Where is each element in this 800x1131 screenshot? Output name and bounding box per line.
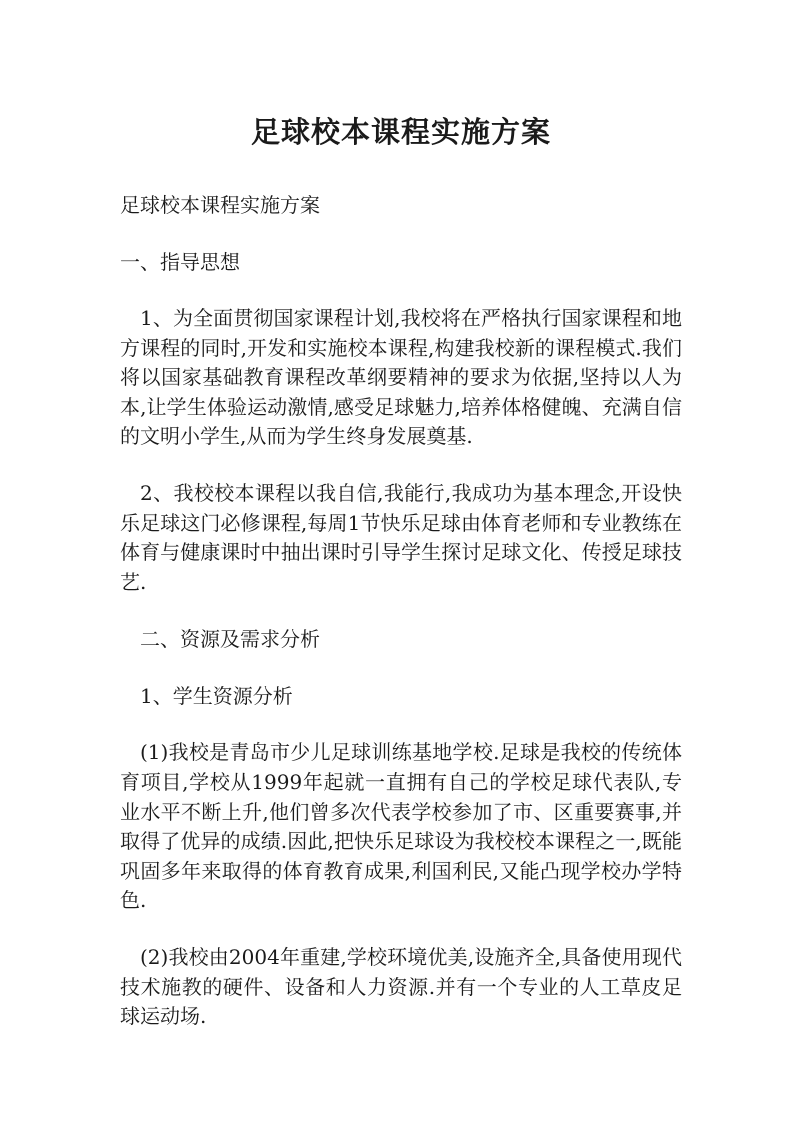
document-title: 足球校本课程实施方案 — [250, 115, 551, 149]
section-heading-guiding-ideology: 一、指导思想 — [120, 250, 240, 274]
paragraph-guiding-2: 2、我校校本课程以我自信,我能行,我成功为基本理念,开设快乐足球这门必修课程,每周1节快乐足球由体育老师和专业教练在体育与健康课时中抽出课时引导学生探讨足球文化、传授足球技艺. — [120, 480, 682, 594]
paragraph-resources-1: (1)我校是青岛市少儿足球训练基地学校.足球是我校的传统体育项目,学校从1999年起就一直拥有自己的学校足球代表队,专业水平不断上升,他们曾多次代表学校参加了市、区重要赛事,并取得了优异的成绩.因此,把快乐足球设为我校校本课程之一,既能巩固多年来取得的体育教育成果,利国利民,又能凸现学校办学特色. — [120, 740, 682, 913]
paragraph-guiding-1: 1、为全面贯彻国家课程计划,我校将在严格执行国家课程和地方课程的同时,开发和实施校本课程,构建我校新的课程模式.我们将以国家基础教育课程改革纲要精神的要求为依据,坚持以人为本,让学生体验运动激情,感受足球魅力,培养体格健魄、充满自信的文明小学生,从而为学生终身发展奠基. — [120, 306, 682, 449]
document-subtitle: 足球校本课程实施方案 — [120, 193, 320, 217]
section-heading-resources: 二、资源及需求分析 — [140, 627, 320, 652]
subsection-heading-student-resources: 1、学生资源分析 — [140, 684, 293, 709]
paragraph-resources-2: (2)我校由2004年重建,学校环境优美,设施齐全,具备使用现代技术施教的硬件、设备和人力资源.并有一个专业的人工草皮足球运动场. — [120, 944, 682, 1029]
